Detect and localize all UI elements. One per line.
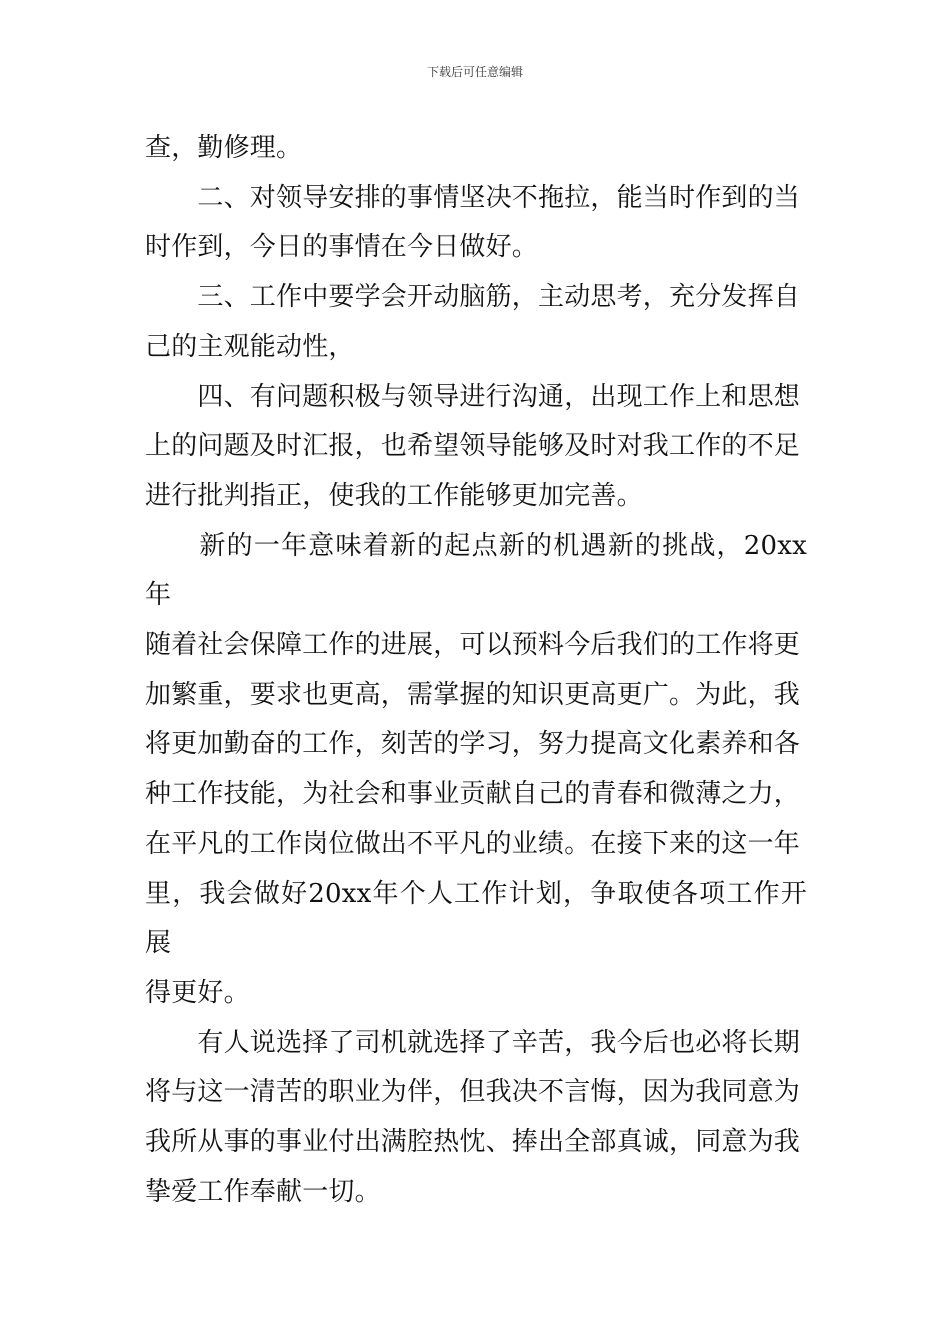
document-body: [145, 124, 807, 1217]
paragraph-closing: 有人说选择了司机就选择了辛苦，我今后也必将长期 将与这一清苦的职业为伴，但我决不言悔，因为我同意为 我所从事的事业付出满腔热忱、捧出全部真诚，同意为我 挚爱工作奉献一切。: [145, 1027, 801, 1207]
paragraph-item-3: 三、工作中要学会开动脑筋，主动思考，充分发挥自 己的主观能动性，: [145, 282, 801, 362]
paragraph-item-4: 四、有问题积极与领导进行沟通，出现工作上和思想 上的问题及时汇报，也希望领导能够及时对我工作的不足 进行批判指正，使我的工作能够更加完善。: [145, 381, 801, 511]
page-header-note: 下载后可任意编辑: [426, 65, 523, 79]
paragraph-new-year: 新的一年意味着新的起点新的机遇新的挑战，20xx年 随着社会保障工作的进展，可以预料今后我们的工作将更 加繁重，要求也更高，需掌握的知识更高更广。为此，我 将更加勤奋的工作，刻苦的学习，努力提高文化素养和各 种工作技能，为社会和事业贡献自己的青春和微薄之力， 在平凡的工作岗位做出不平凡的业绩。在接下来的这一年 里，我会做好20xx年个人工作计划，争取使各项工作开展 得更好。: [145, 530, 807, 1008]
paragraph-item-2: 二、对领导安排的事情坚决不拖拉，能当时作到的当 时作到，今日的事情在今日做好。: [145, 182, 801, 263]
paragraph-continuation: 查，勤修理。: [145, 133, 303, 163]
